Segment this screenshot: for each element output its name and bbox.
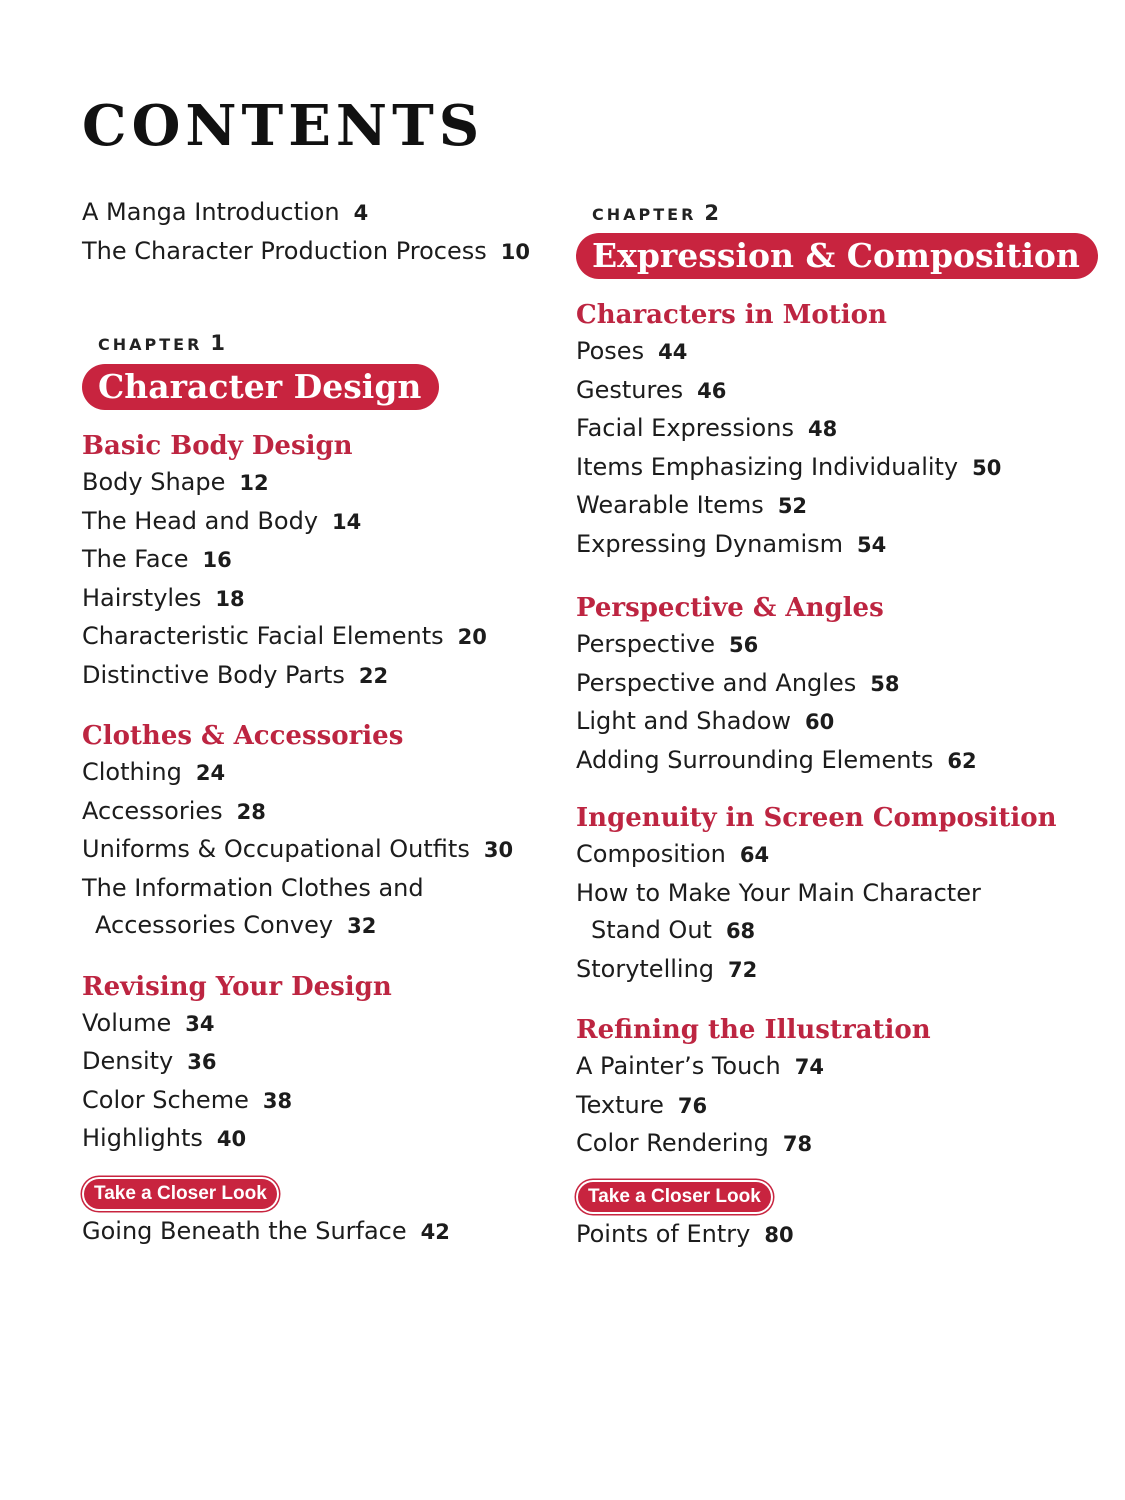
page-number: 46 xyxy=(697,378,727,403)
chapter-number: 2 xyxy=(704,201,720,225)
intro-list xyxy=(82,194,552,271)
page-number: 48 xyxy=(807,417,838,441)
toc-entry[interactable] xyxy=(82,1120,552,1159)
entry-title: Perspective and Angles xyxy=(576,668,857,697)
toc-entry-multiline[interactable] xyxy=(576,875,1096,951)
entry-title: A Painter’s Touch xyxy=(576,1052,781,1080)
toc-entry[interactable] xyxy=(82,831,552,870)
section-heading[interactable]: Basic Body Design xyxy=(82,431,353,461)
entry-title: Perspective xyxy=(576,630,715,658)
chapter-label-text: CHAPTER xyxy=(98,335,203,354)
toc-entry[interactable] xyxy=(82,793,552,832)
entry-title: Composition xyxy=(576,840,726,868)
page-number: 34 xyxy=(185,1011,215,1036)
entry-title: Gestures xyxy=(576,375,684,404)
page-number: 28 xyxy=(236,799,266,824)
entry-title: Color Rendering xyxy=(576,1129,769,1157)
toc-entry[interactable] xyxy=(82,194,552,233)
toc-entry[interactable] xyxy=(82,580,552,619)
entry-title-continued: Stand Out xyxy=(591,916,712,944)
entry-title: Poses xyxy=(576,337,645,365)
toc-entry[interactable] xyxy=(576,333,1096,372)
entry-title: Going Beneath the Surface xyxy=(82,1217,407,1245)
toc-entry[interactable] xyxy=(576,372,1096,411)
page-number: 16 xyxy=(202,548,232,572)
toc-entry[interactable] xyxy=(82,541,552,580)
toc-entry[interactable] xyxy=(82,618,552,657)
toc-entry[interactable] xyxy=(576,1087,1096,1126)
toc-entry[interactable] xyxy=(82,503,552,542)
page-number: 64 xyxy=(739,843,770,867)
entry-title: Density xyxy=(82,1047,174,1075)
page-number: 72 xyxy=(728,957,758,982)
page-number: 44 xyxy=(658,340,688,364)
page-number: 14 xyxy=(332,509,362,534)
chapter-title-pill[interactable] xyxy=(576,233,1098,279)
toc-entry[interactable] xyxy=(82,1213,552,1252)
page-number: 80 xyxy=(764,1223,794,1247)
page-number: 50 xyxy=(972,455,1002,480)
entry-title: Hairstyles xyxy=(82,583,202,612)
toc-entry[interactable] xyxy=(82,754,552,793)
closer-look-list xyxy=(82,1213,552,1252)
chapter-number: 1 xyxy=(210,331,226,355)
page-number: 12 xyxy=(239,471,269,495)
toc-entry[interactable] xyxy=(576,951,1096,990)
closer-look-label: Take a Closer Look xyxy=(578,1182,771,1212)
chapter1-sections xyxy=(82,428,552,1159)
entry-title: How to Make Your Main Character xyxy=(576,878,981,907)
page-number: 74 xyxy=(794,1055,824,1079)
page-number: 10 xyxy=(500,239,530,264)
page-number: 30 xyxy=(483,838,514,862)
entry-title: The Information Clothes and xyxy=(82,873,424,902)
entry-title: The Face xyxy=(82,545,189,573)
toc-entry[interactable] xyxy=(576,526,1096,565)
section-heading[interactable]: Clothes & Accessories xyxy=(82,721,404,751)
page-number: 56 xyxy=(729,633,759,657)
chapter-title: Character Design xyxy=(82,364,439,410)
page-number: 68 xyxy=(725,919,756,943)
section-heading[interactable]: Perspective & Angles xyxy=(576,593,884,623)
entry-title: Accessories xyxy=(82,796,223,825)
chapter-title-pill[interactable] xyxy=(82,364,439,410)
page-number: 54 xyxy=(857,532,887,557)
page-title: CONTENTS xyxy=(82,93,485,159)
toc-entry[interactable] xyxy=(576,449,1096,488)
entry-title: Points of Entry xyxy=(576,1220,751,1248)
toc-entry[interactable] xyxy=(576,1125,1096,1164)
entry-title: Facial Expressions xyxy=(576,414,794,442)
toc-entry[interactable] xyxy=(82,464,552,503)
entry-title: Distinctive Body Parts xyxy=(82,660,345,689)
section-heading[interactable]: Ingenuity in Screen Composition xyxy=(576,803,1057,833)
page-number: 76 xyxy=(677,1093,708,1118)
toc-entry[interactable] xyxy=(82,1082,552,1121)
entry-title: Adding Surrounding Elements xyxy=(576,745,934,774)
entry-title: Texture xyxy=(576,1090,664,1119)
page-number: 4 xyxy=(353,201,369,225)
toc-entry[interactable] xyxy=(576,703,1096,742)
chapter2-sections xyxy=(576,297,1096,1164)
toc-entry[interactable] xyxy=(576,742,1096,781)
page-number: 52 xyxy=(777,494,808,518)
chapter-label xyxy=(98,333,225,355)
entry-title: Wearable Items xyxy=(576,491,764,519)
closer-look-label: Take a Closer Look xyxy=(84,1179,277,1209)
entry-title: Storytelling xyxy=(576,954,715,983)
page-number: 32 xyxy=(347,914,377,938)
chapter-label-text: CHAPTER xyxy=(592,205,697,224)
toc-entry[interactable] xyxy=(576,836,1096,875)
entry-title: The Head and Body xyxy=(82,506,319,535)
page-number: 42 xyxy=(420,1220,450,1244)
chapter-label xyxy=(592,203,719,225)
page-number: 40 xyxy=(216,1127,247,1151)
toc-entry[interactable] xyxy=(576,1216,1096,1255)
toc-entry[interactable] xyxy=(576,665,1096,704)
entry-title-continued: Accessories Convey xyxy=(95,911,334,939)
entry-title: Body Shape xyxy=(82,468,226,496)
entry-title: Uniforms & Occupational Outfits xyxy=(82,835,470,863)
entry-title: Items Emphasizing Individuality xyxy=(576,452,959,481)
entry-title: Volume xyxy=(82,1008,172,1037)
entry-title: Characteristic Facial Elements xyxy=(82,622,444,650)
page-number: 36 xyxy=(187,1050,217,1074)
page-number: 60 xyxy=(805,710,835,734)
page-number: 18 xyxy=(215,586,245,611)
closer-look-list xyxy=(576,1216,1096,1255)
section-heading[interactable]: Revising Your Design xyxy=(82,971,392,1002)
toc-entry[interactable] xyxy=(82,1043,552,1082)
entry-title: Clothing xyxy=(82,758,182,786)
page-number: 62 xyxy=(947,748,977,773)
page-number: 38 xyxy=(262,1088,293,1113)
page-number: 20 xyxy=(457,625,487,649)
closer-look-badge[interactable] xyxy=(578,1182,771,1212)
closer-look-badge[interactable] xyxy=(84,1179,277,1209)
section-heading[interactable]: Refining the Illustration xyxy=(576,1015,931,1045)
toc-entry[interactable] xyxy=(576,410,1096,449)
toc-entry-multiline[interactable] xyxy=(82,870,552,946)
page-number: 58 xyxy=(870,671,900,696)
entry-title: Highlights xyxy=(82,1124,203,1152)
entry-title: The Character Production Process xyxy=(82,236,487,265)
toc-entry[interactable] xyxy=(82,657,552,696)
toc-entry[interactable] xyxy=(82,1005,552,1044)
page-number: 78 xyxy=(782,1132,813,1156)
entry-title: A Manga Introduction xyxy=(82,198,340,226)
toc-entry[interactable] xyxy=(82,233,552,272)
toc-entry[interactable] xyxy=(576,1048,1096,1087)
entry-title: Color Scheme xyxy=(82,1085,249,1114)
toc-entry[interactable] xyxy=(576,487,1096,526)
toc-entry[interactable] xyxy=(576,626,1096,665)
chapter-title: Expression & Composition xyxy=(576,233,1098,279)
entry-title: Expressing Dynamism xyxy=(576,529,843,558)
entry-title: Light and Shadow xyxy=(576,707,792,735)
page-number: 24 xyxy=(195,761,226,785)
section-heading[interactable]: Characters in Motion xyxy=(576,300,887,330)
page-number: 22 xyxy=(358,663,389,688)
